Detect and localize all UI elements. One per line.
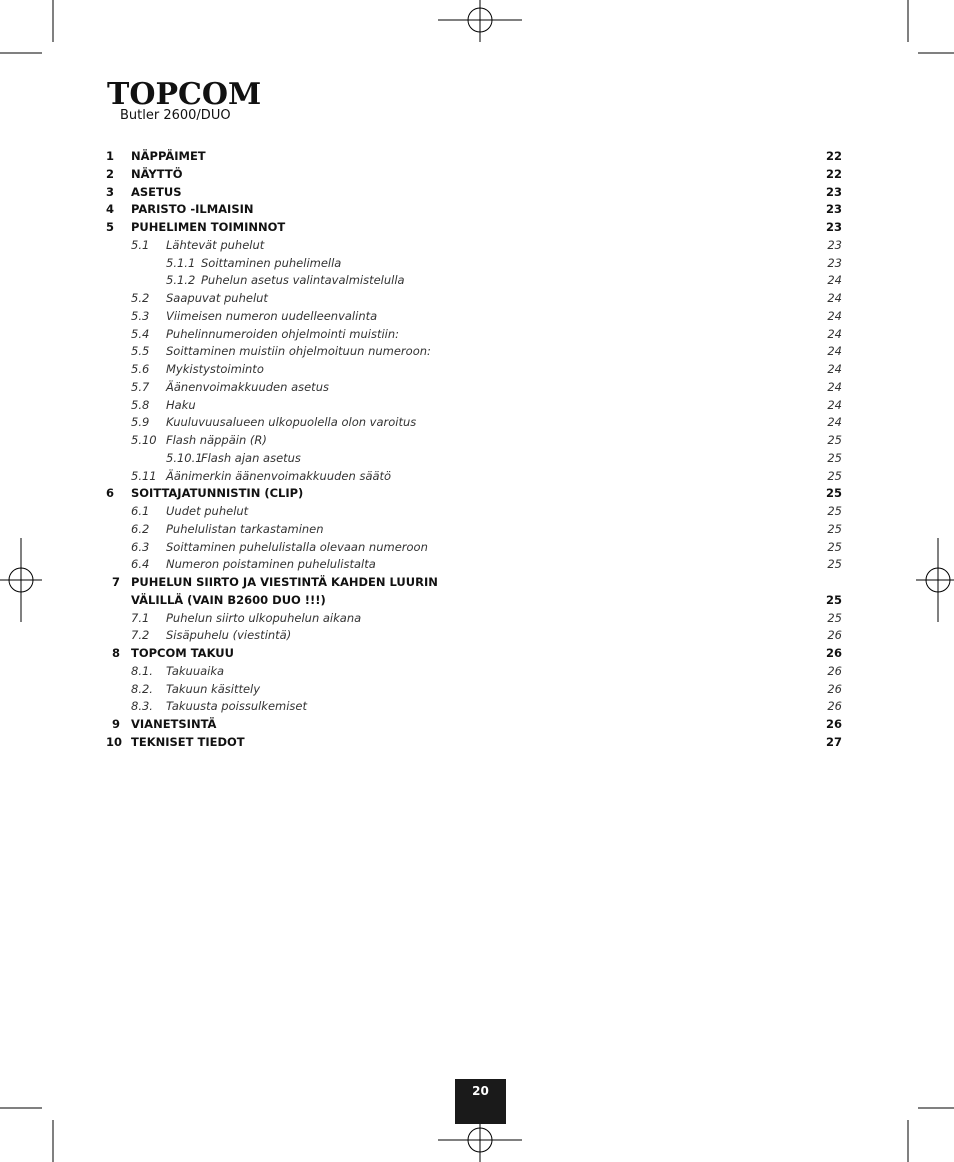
- toc-entry-title: Numeron poistaminen puhelulistalta: [166, 557, 376, 572]
- toc-entry-title: Kuuluvuusalueen ulkopuolella olon varoitus: [166, 415, 417, 430]
- model-name: Butler 2600/DUO: [120, 108, 231, 123]
- toc-entry: [0, 574, 954, 592]
- toc-entry-page: 24: [827, 379, 842, 394]
- toc-entry-title: Uudet puhelut: [166, 504, 249, 518]
- toc-entry-page: 24: [827, 291, 842, 305]
- toc-entry-page: 25: [827, 504, 842, 518]
- toc-entry-num: 8.2.: [131, 681, 153, 696]
- toc-entry-title: Flash ajan asetus: [201, 450, 301, 465]
- toc-entry-title: PARISTO -ILMAISIN: [131, 202, 254, 217]
- toc-entry-num: 9: [112, 717, 121, 731]
- toc-entry: [0, 521, 954, 539]
- toc-entry: [0, 397, 954, 415]
- toc-entry-page: 22: [825, 166, 842, 181]
- toc-entry-page: 25: [827, 539, 842, 554]
- toc-entry: [0, 503, 954, 521]
- toc-entry-page: 24: [827, 344, 842, 359]
- toc-entry-page: 25: [827, 433, 842, 447]
- toc-entry-title: Lähtevät puhelut: [166, 237, 265, 252]
- toc-entry: [0, 539, 954, 557]
- toc-entry-num: 7.1: [131, 610, 150, 625]
- toc-entry-title: PUHELIMEN TOIMINNOT: [131, 220, 286, 234]
- toc-entry-title: Puhelulistan tarkastaminen: [166, 521, 324, 536]
- toc-entry-num: 5.10: [131, 433, 157, 447]
- toc-entry-num: 10: [106, 734, 123, 749]
- toc-entry-title: Flash näppäin (R): [166, 433, 267, 447]
- toc-entry-title: NÄPPÄIMET: [131, 149, 206, 163]
- toc-entry-title: Viimeisen numeron uudelleenvalinta: [166, 308, 378, 323]
- toc-entry-num: 5.9: [131, 415, 150, 430]
- toc-entry-title: ASETUS: [131, 184, 182, 199]
- toc-entry-num: 5.1: [131, 237, 150, 252]
- toc-entry-num: 6: [106, 486, 115, 501]
- toc-entry-page: 24: [827, 308, 842, 323]
- toc-entry-title: TEKNISET TIEDOT: [131, 734, 245, 749]
- toc-entry-title: Soittaminen puhelulistalla olevaan numeroon: [166, 539, 428, 554]
- toc-entry-num: 8.1.: [131, 663, 153, 678]
- toc-entry-page: 25: [827, 468, 842, 483]
- toc-entry-num: 6.1: [131, 504, 150, 518]
- toc-entry-title: Puhelun siirto ulkopuhelun aikana: [166, 610, 362, 625]
- toc-entry-page: 25: [827, 557, 842, 572]
- toc-entry-title: Haku: [166, 397, 196, 412]
- toc-entry-page: 23: [825, 202, 842, 217]
- toc-entry-title: Takuuaika: [166, 663, 225, 678]
- toc-entry: [0, 432, 954, 450]
- toc-entry-num: 3: [106, 184, 115, 199]
- toc-entry-num: 6.3: [131, 539, 150, 554]
- toc-entry-page: 24: [827, 326, 842, 341]
- toc-entry-num: 8: [112, 646, 121, 660]
- toc-entry: [0, 414, 954, 432]
- toc-entry-num: 5.1.1: [166, 255, 196, 270]
- toc-entry-num: 5.3: [131, 308, 150, 323]
- toc-entry-num: 5.5: [131, 344, 150, 359]
- toc-entry: [0, 698, 954, 716]
- toc-entry-title: Äänimerkin äänenvoimakkuuden säätö: [166, 468, 392, 483]
- toc-entry-num: 5.4: [131, 326, 150, 341]
- toc-entry: [0, 468, 954, 486]
- toc-entry-title: Mykistystoiminto: [166, 362, 264, 376]
- toc-entry-num: 5.6: [131, 362, 150, 376]
- toc-entry: [0, 290, 954, 308]
- toc-entry-page: 23: [827, 237, 842, 252]
- toc-entry-page: 26: [827, 628, 842, 643]
- toc-entry-title: SOITTAJATUNNISTIN (CLIP): [131, 486, 304, 501]
- toc-entry-page: 26: [825, 646, 842, 660]
- toc-entry: [0, 379, 954, 397]
- toc-entry: [0, 308, 954, 326]
- toc-entry-num: 4: [106, 202, 115, 217]
- toc-entry: [0, 148, 954, 166]
- toc-entry-page: 26: [827, 663, 842, 678]
- toc-entry-num: 1: [106, 149, 115, 163]
- toc-entry: [0, 681, 954, 699]
- toc-entry-num: 5.7: [131, 379, 150, 394]
- toc-entry-num: 5.11: [131, 468, 157, 483]
- toc-entry-title: VÄLILLÄ (VAIN B2600 DUO !!!): [131, 592, 326, 607]
- toc-entry: [0, 663, 954, 681]
- toc-entry-title: TOPCOM TAKUU: [131, 646, 234, 660]
- toc-entry: [0, 734, 954, 752]
- toc-entry-page: 25: [827, 610, 842, 625]
- toc-entry: [0, 166, 954, 184]
- toc-entry-page: 24: [827, 397, 842, 412]
- toc-entry-num: 5.2: [131, 291, 150, 305]
- toc-entry: [0, 326, 954, 344]
- toc-entry-title: Soittaminen muistiin ohjelmoituun numeroon:: [166, 344, 431, 359]
- toc-entry-title: Takuun käsittely: [166, 681, 261, 696]
- toc-entry-num: 5.10.1: [166, 450, 203, 465]
- toc-entry-page: 23: [825, 184, 842, 199]
- toc-entry-num: 7: [112, 575, 121, 589]
- toc-entry-num: 5.1.2: [166, 273, 196, 288]
- toc-entry: [0, 272, 954, 290]
- toc-entry-page: 25: [827, 450, 842, 465]
- toc-entry: [0, 219, 954, 237]
- toc-entry-page: 24: [827, 415, 842, 430]
- toc-entry-page: 26: [825, 717, 842, 731]
- toc-entry-page: 26: [827, 681, 842, 696]
- toc-entry-page: 25: [825, 486, 842, 501]
- toc-entry: [0, 645, 954, 663]
- toc-entry: [0, 485, 954, 503]
- toc-entry-title: NÄYTTÖ: [131, 166, 183, 181]
- toc-entry-title: VIANETSINTÄ: [131, 717, 217, 731]
- toc-entry-page: 23: [827, 255, 842, 270]
- toc-entry-title: Takuusta poissulkemiset: [166, 699, 308, 714]
- toc-entry-title: Puhelinnumeroiden ohjelmointi muistiin:: [166, 326, 400, 341]
- toc-entry-title: PUHELUN SIIRTO JA VIESTINTÄ KAHDEN LUURIN: [131, 575, 438, 589]
- toc-entry-page: 27: [825, 734, 842, 749]
- toc-entry-num: 6.4: [131, 557, 150, 572]
- toc-entry: [0, 592, 954, 610]
- toc-entry: [0, 255, 954, 273]
- toc-entry: [0, 716, 954, 734]
- toc-entry-page: 25: [827, 521, 842, 536]
- toc-entry: [0, 627, 954, 645]
- toc-entry: [0, 361, 954, 379]
- toc-entry-num: 5: [106, 220, 115, 234]
- toc-entry: [0, 450, 954, 468]
- toc-entry-title: Sisäpuhelu (viestintä): [166, 628, 292, 643]
- toc-entry-num: 7.2: [131, 628, 150, 643]
- toc-entry-num: 5.8: [131, 397, 150, 412]
- toc-entry-page: 26: [827, 699, 842, 714]
- toc-entry: [0, 556, 954, 574]
- toc-entry-title: Äänenvoimakkuuden asetus: [166, 379, 329, 394]
- brand-logo-text: TOPCOM: [107, 77, 262, 112]
- toc-entry-page: 22: [825, 149, 842, 163]
- page-number: 20: [455, 1079, 506, 1124]
- toc-entry-num: 6.2: [131, 521, 150, 536]
- toc-entry: [0, 201, 954, 219]
- brand-logo: [107, 77, 262, 112]
- toc-entry-title: Saapuvat puhelut: [166, 291, 268, 305]
- toc-entry-page: 24: [827, 362, 842, 376]
- toc-entry-num: 8.3.: [131, 699, 153, 714]
- toc-entry-title: Puhelun asetus valintavalmistelulla: [201, 273, 405, 288]
- toc-entry: [0, 343, 954, 361]
- toc-entry: [0, 610, 954, 628]
- toc-entry-page: 24: [827, 273, 842, 288]
- toc-entry-page: 23: [825, 220, 842, 234]
- toc-entry-num: 2: [106, 166, 115, 181]
- toc-entry-title: Soittaminen puhelimella: [201, 255, 342, 270]
- table-of-contents: [0, 148, 954, 752]
- toc-entry: [0, 237, 954, 255]
- toc-entry-page: 25: [825, 592, 842, 607]
- toc-entry: [0, 184, 954, 202]
